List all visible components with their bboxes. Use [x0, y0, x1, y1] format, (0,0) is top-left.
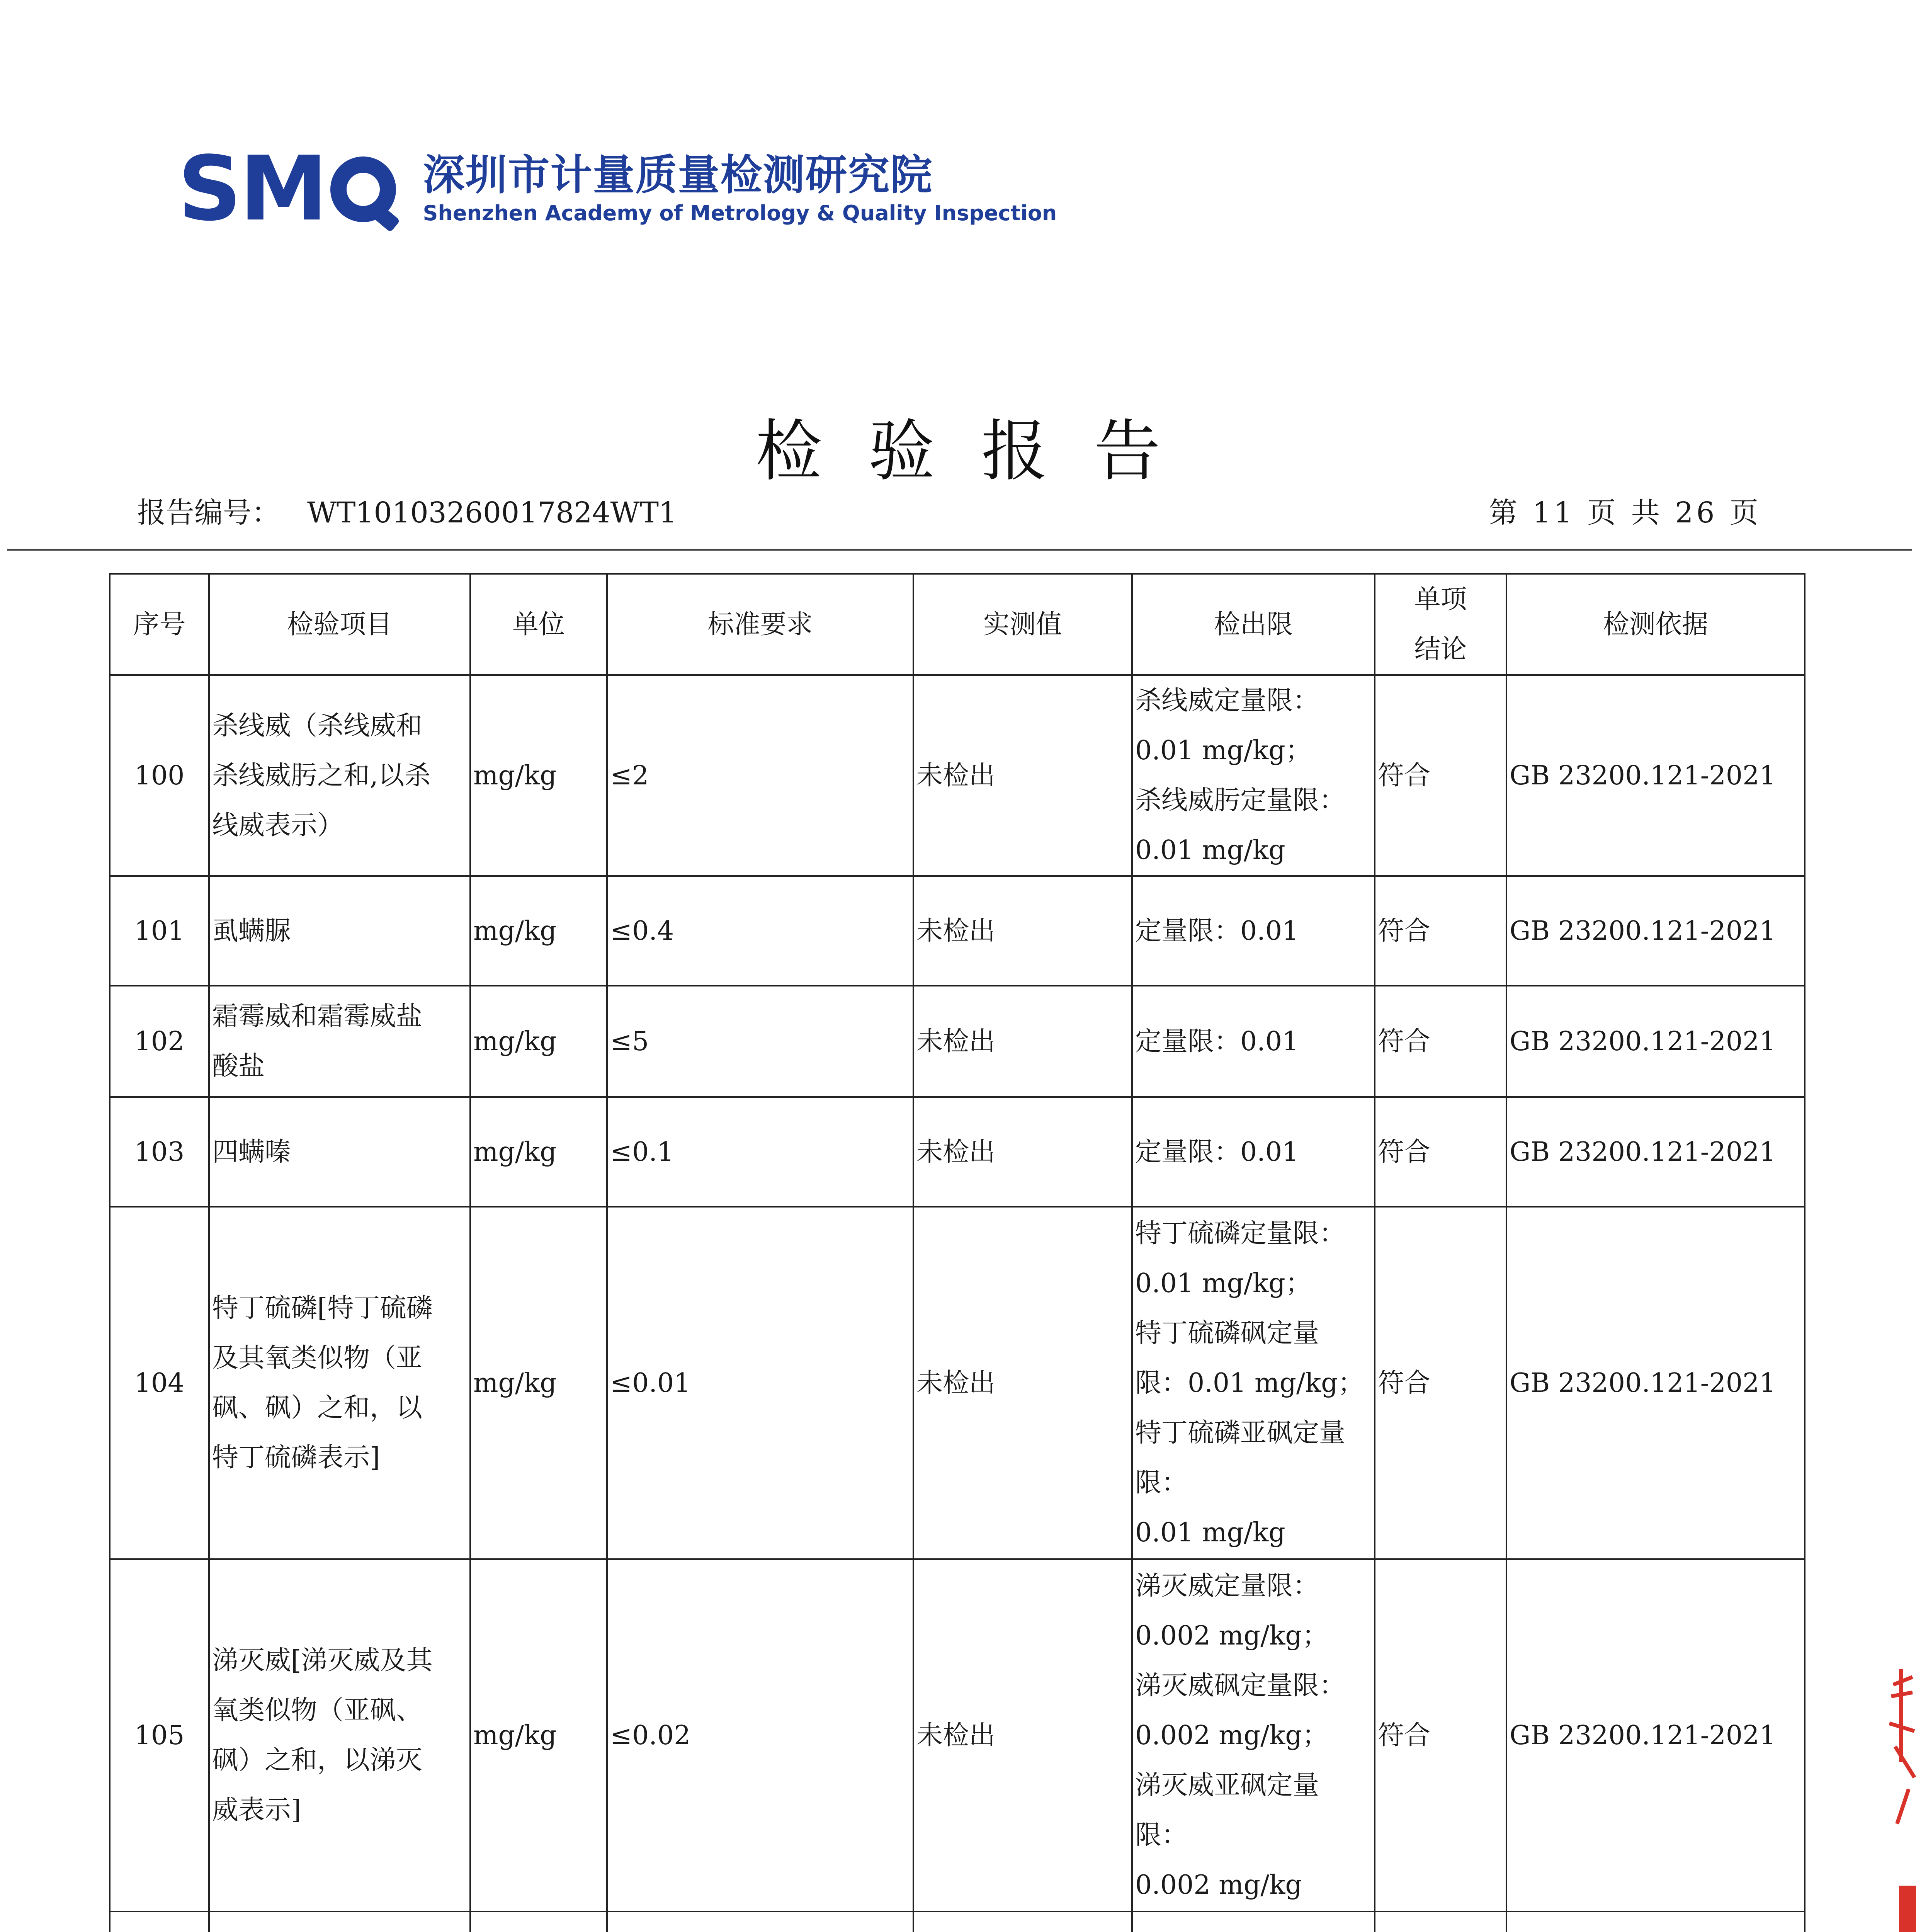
cell-standard: ≤0.4	[607, 876, 913, 986]
official-seal-fragment	[1885, 1662, 1916, 1932]
cell-limit	[1132, 1559, 1375, 1912]
table-row	[110, 986, 1805, 1097]
cell-limit-line: 杀线威肟定量限：	[1135, 785, 1346, 816]
cell-measured: 未检出	[913, 675, 1132, 876]
report-number-label: 报告编号：	[137, 496, 280, 529]
table-row	[110, 1097, 1805, 1207]
cell-limit-line: 杀线威定量限：	[1135, 685, 1319, 716]
cell-limit	[1132, 876, 1375, 986]
header-conclusion-line-1: 单项	[1414, 584, 1467, 615]
cell-limit-line: 0.01 mg/kg；	[1135, 1268, 1312, 1299]
results-body	[110, 675, 1805, 1932]
header-unit: 单位	[470, 574, 607, 675]
cell-conclusion: 符合	[1375, 675, 1506, 876]
cell-limit-line: 特丁硫磷定量限：	[1135, 1218, 1346, 1249]
cell-item	[209, 1912, 470, 1932]
cell-item-line: 氧类似物（亚砜、	[212, 1695, 423, 1726]
cell-seq: 103	[110, 1097, 209, 1207]
cell-limit-line: 限：	[1135, 1820, 1188, 1850]
cell-item-line: 涕灭威[涕灭威及其	[212, 1645, 433, 1676]
table-header-row	[110, 574, 1805, 675]
cell-standard: ≤5	[607, 986, 913, 1097]
header-item: 检验项目	[209, 574, 470, 675]
cell-limit-line: 定量限：0.01	[1135, 1026, 1299, 1057]
header-seq: 序号	[110, 574, 209, 675]
cell-limit-line: 0.01 mg/kg；	[1135, 735, 1312, 766]
cell-basis: GB 23200.121-2021	[1506, 1559, 1805, 1912]
cell-limit-line: 涕灭威亚砜定量	[1135, 1770, 1319, 1801]
report-number: WT10103260017824WT1	[307, 496, 677, 529]
cell-unit: mg/kg	[470, 986, 607, 1097]
cell-item	[209, 986, 470, 1097]
cell-limit	[1132, 986, 1375, 1097]
cell-seq: 105	[110, 1559, 209, 1912]
cell-seq	[110, 1912, 209, 1932]
cell-basis: GB 23200.121-2021	[1506, 675, 1805, 876]
cell-unit	[470, 1912, 607, 1932]
cell-unit: mg/kg	[470, 1559, 607, 1912]
cell-item	[209, 876, 470, 986]
cell-item-line: 杀线威肟之和,以杀	[212, 760, 431, 791]
cell-item-line: 四螨嗪	[212, 1136, 291, 1167]
report-title: 检验报告	[755, 412, 1207, 490]
table-row	[110, 675, 1805, 876]
cell-limit	[1132, 675, 1375, 876]
cell-seq: 102	[110, 986, 209, 1097]
table-row	[110, 1559, 1805, 1912]
header-conclusion	[1375, 574, 1506, 675]
cell-conclusion: 符合	[1375, 1207, 1506, 1559]
cell-unit: mg/kg	[470, 675, 607, 876]
cell-basis: GB 23200.121-2021	[1506, 1207, 1805, 1559]
cell-limit-line: 限：	[1135, 1467, 1188, 1498]
table-row	[110, 1207, 1805, 1559]
cell-basis: GB 23200.121-2021	[1506, 986, 1805, 1097]
cell-item-line: 砜）之和，以涕灭	[212, 1745, 423, 1776]
cell-measured: 未检出	[913, 986, 1132, 1097]
cell-measured: 未检出	[913, 876, 1132, 986]
cell-seq: 100	[110, 675, 209, 876]
cell-item	[209, 675, 470, 876]
cell-unit: mg/kg	[470, 1097, 607, 1207]
cell-item-line: 杀线威（杀线威和	[212, 710, 423, 741]
table-row	[110, 876, 1805, 986]
cell-basis	[1506, 1912, 1805, 1932]
cell-limit-line: 0.002 mg/kg；	[1135, 1620, 1328, 1651]
cell-basis: GB 23200.121-2021	[1506, 1097, 1805, 1207]
cell-conclusion: 符合	[1375, 1097, 1506, 1207]
header-limit: 检出限	[1132, 574, 1375, 675]
cell-item-line: 酸盐	[212, 1051, 265, 1082]
cell-limit	[1132, 1207, 1375, 1559]
institution-logo	[178, 138, 1057, 241]
cell-limit	[1132, 1912, 1375, 1932]
cell-limit-line: 特丁硫磷亚砜定量	[1135, 1417, 1346, 1448]
report-number-line	[137, 490, 677, 531]
table-row	[110, 1912, 1805, 1932]
smq-logo-mark	[178, 138, 396, 241]
page-indicator: 第 11 页 共 26 页	[1489, 496, 1761, 529]
cell-limit-line: 0.002 mg/kg；	[1135, 1720, 1328, 1751]
results-table	[109, 573, 1805, 1932]
cell-limit-line: 特丁硫磷砜定量	[1135, 1318, 1319, 1349]
cell-item-line: 砜、砜）之和，以	[212, 1393, 423, 1423]
cell-measured: 未检出	[913, 1559, 1132, 1912]
cell-unit: mg/kg	[470, 1207, 607, 1559]
header-divider	[7, 549, 1912, 551]
cell-item-line: 霜霉威和霜霉威盐	[212, 1001, 423, 1032]
logo-q-icon	[330, 156, 396, 222]
cell-limit	[1132, 1097, 1375, 1207]
cell-item-line: 线威表示）	[212, 810, 344, 841]
cell-conclusion: 符合	[1375, 876, 1506, 986]
cell-item-line: 特丁硫磷[特丁硫磷	[212, 1293, 433, 1323]
cell-item-line: 及其氧类似物（亚	[212, 1343, 423, 1373]
seal-strokes	[1889, 1669, 1916, 1932]
cell-item-line: 特丁硫磷表示]	[212, 1442, 380, 1473]
cell-basis: GB 23200.121-2021	[1506, 876, 1805, 986]
cell-limit-line: 0.01 mg/kg	[1135, 835, 1285, 866]
cell-limit-line: 0.01 mg/kg	[1135, 1517, 1285, 1548]
cell-item-line: 威表示]	[212, 1795, 301, 1825]
cell-limit-line: 定量限：0.01	[1135, 1136, 1299, 1167]
cell-item	[209, 1207, 470, 1559]
header-standard: 标准要求	[607, 574, 913, 675]
cell-measured: 未检出	[913, 1207, 1132, 1559]
cell-conclusion: 符合	[1375, 986, 1506, 1097]
cell-standard: ≤0.02	[607, 1559, 913, 1912]
cell-item	[209, 1559, 470, 1912]
cell-standard: ≤2	[607, 675, 913, 876]
cell-unit: mg/kg	[470, 876, 607, 986]
header-measured: 实测值	[913, 574, 1132, 675]
cell-limit-line: 限：0.01 mg/kg；	[1135, 1367, 1364, 1398]
institution-name-en: Shenzhen Academy of Metrology & Quality Inspection	[423, 201, 1057, 225]
institution-name-cn: 深圳市计量质量检测研究院	[423, 151, 933, 200]
cell-item-line: 虱螨脲	[212, 915, 291, 946]
cell-limit-line: 涕灭威砜定量限：	[1135, 1670, 1346, 1701]
cell-seq: 101	[110, 876, 209, 986]
cell-standard: ≤0.1	[607, 1097, 913, 1207]
cell-measured: 未检出	[913, 1097, 1132, 1207]
cell-standard: ≤0.01	[607, 1207, 913, 1559]
cell-limit-line: 涕灭威定量限：	[1135, 1570, 1319, 1601]
cell-limit-line: 定量限：0.01	[1135, 915, 1299, 946]
header-conclusion-line-2: 结论	[1414, 634, 1467, 665]
cell-standard	[607, 1912, 913, 1932]
cell-seq: 104	[110, 1207, 209, 1559]
cell-conclusion: 符合	[1375, 1559, 1506, 1912]
logo-abbr: SM	[178, 138, 326, 241]
cell-measured	[913, 1912, 1132, 1932]
header-basis: 检测依据	[1506, 574, 1805, 675]
cell-item	[209, 1097, 470, 1207]
cell-limit-line: 0.002 mg/kg	[1135, 1869, 1302, 1900]
cell-conclusion	[1375, 1912, 1506, 1932]
